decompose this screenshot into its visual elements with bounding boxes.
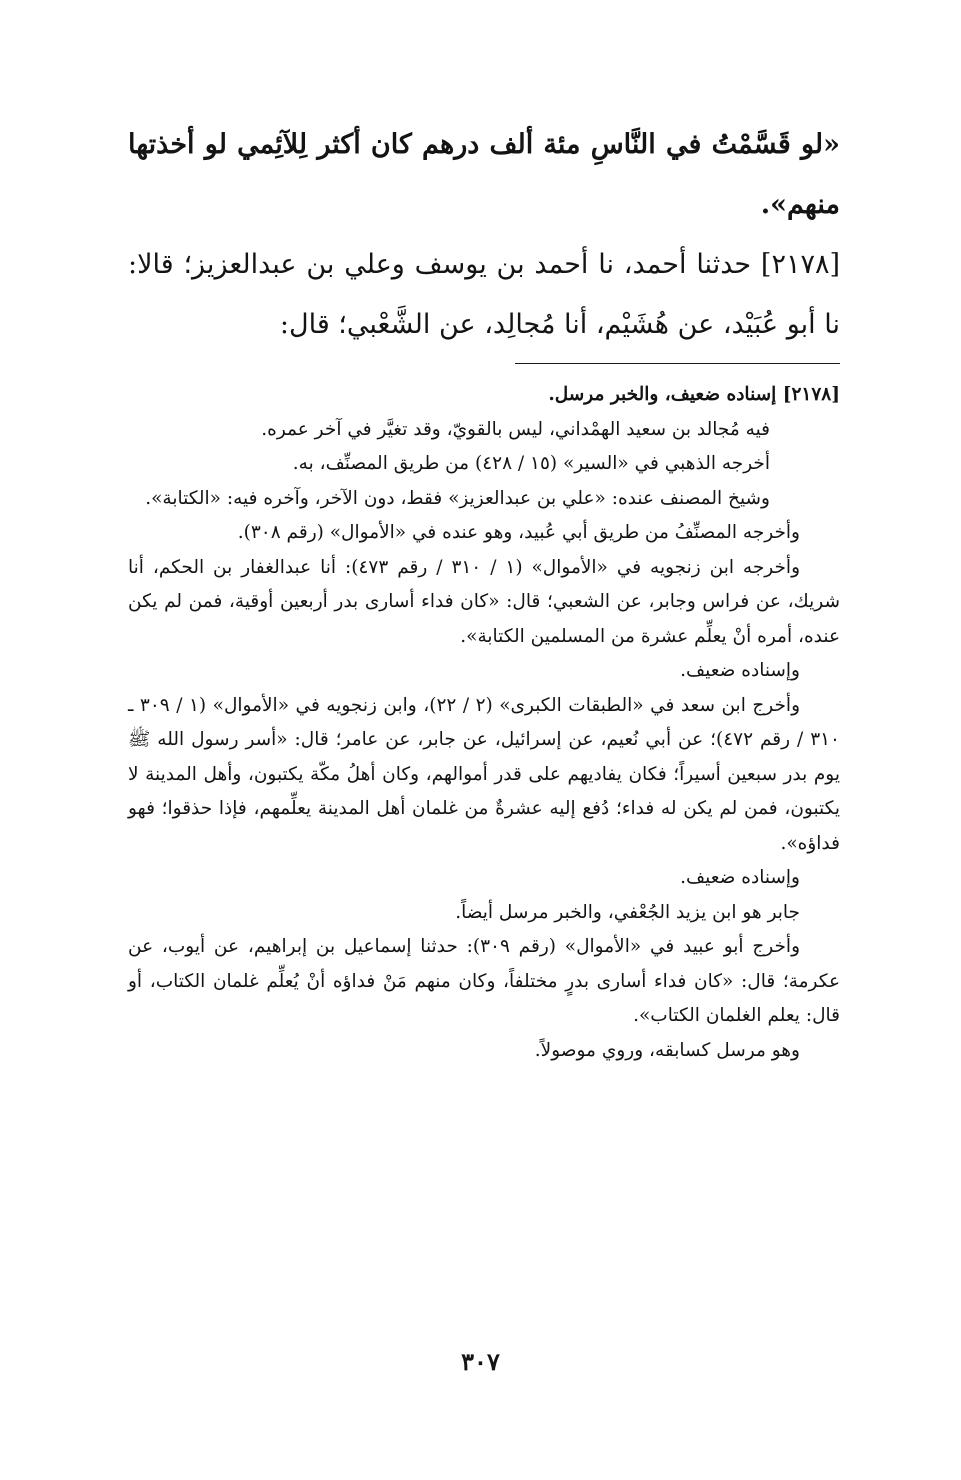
hadith-isnad: [٢١٧٨] حدثنا أحمد، نا أحمد بن يوسف وعلي بن عبدالعزيز؛ قالا: نا أبو عُبَيْد، عن هُشَيْم، أنا مُجالِد، عن الشَّعْبي؛ قال:	[128, 249, 840, 340]
footnote-line: وإسناده ضعيف.	[680, 867, 800, 888]
footnote-line: وأخرجه ابن زنجويه في «الأموال» (١ / ٣١٠ / رقم ٤٧٣): أنا عبدالغفار بن الحكم، أنا شريك، عن فراس وجابر، عن الشعبي؛ قال: «كان فداء أسارى بدر أربعين أوقية، فمن لم يكن عنده، أمره أنْ يعلِّم عشرة من المسلمين الكتابة».	[128, 556, 840, 647]
footnote-line: وشيخ المصنف عنده: «علي بن عبدالعزيز» فقط، دون الآخر، وآخره فيه: «الكتابة».	[145, 487, 770, 509]
footnote-line: جابر هو ابن يزيد الجُعْفي، والخبر مرسل أيضاً.	[455, 901, 800, 923]
footnote-heading: [٢١٧٨] إسناده ضعيف، والخبر مرسل.	[548, 384, 840, 405]
footnote-line: وأخرج أبو عبيد في «الأموال» (رقم ٣٠٩): حدثنا إسماعيل بن إبراهيم، عن أيوب، عن عكرمة؛ قال: «كان فداء أسارى بدرٍ مختلفاً، وكان منهم مَنْ فداؤه أنْ يُعلِّم غلمان الكتاب، أو قال: يعلم الغلمان الكتاب».	[128, 936, 840, 1026]
quoted-hadith: «لو قَسَّمْتُ في النَّاسِ مئة ألف درهم كان أكثر لِلآئِمي لو أخذتها منهم».	[128, 129, 840, 220]
footnote-line: وأخرجه المصنِّفُ من طريق أبي عُبيد، وهو عنده في «الأموال» (رقم ٣٠٨).	[237, 522, 800, 543]
footnote-line: وأخرج ابن سعد في «الطبقات الكبرى» (٢ / ٢٢)، وابن زنجويه في «الأموال» (١ / ٣٠٩ ـ ٣١٠ / رقم ٤٧٢)؛ عن أبي نُعيم، عن إسرائيل، عن جابر، عن عامر؛ قال: «أسر رسول الله ﷺ يوم بدر سبعين أسيراً؛ فكان يفاديهم على قدر أموالهم، وكان أهلُ مكّة يكتبون، وأهل المدينة لا يكتبون، فمن لم يكن له فداء؛ دُفع إليه عشرةٌ من غلمان أهل المدينة يعلِّمهم، فإذا حذقوا؛ فهو فداؤه».	[128, 694, 840, 854]
main-text	[128, 115, 840, 355]
footnote-line: وهو مرسل كسابقه، وروي موصولاً.	[534, 1039, 800, 1061]
footnote-line: فيه مُجالد بن سعيد الهمْداني، ليس بالقويّ، وقد تغيَّر في آخر عمره.	[261, 418, 770, 440]
footnote-line: وإسناده ضعيف.	[680, 660, 800, 681]
footnotes	[128, 378, 840, 1068]
footnote-line: أخرجه الذهبي في «السير» (١٥ / ٤٢٨) من طريق المصنِّف، به.	[292, 453, 770, 474]
footnote-separator	[515, 363, 840, 364]
page-number: ٣٠٧	[461, 1347, 500, 1376]
page-body	[128, 115, 840, 1068]
